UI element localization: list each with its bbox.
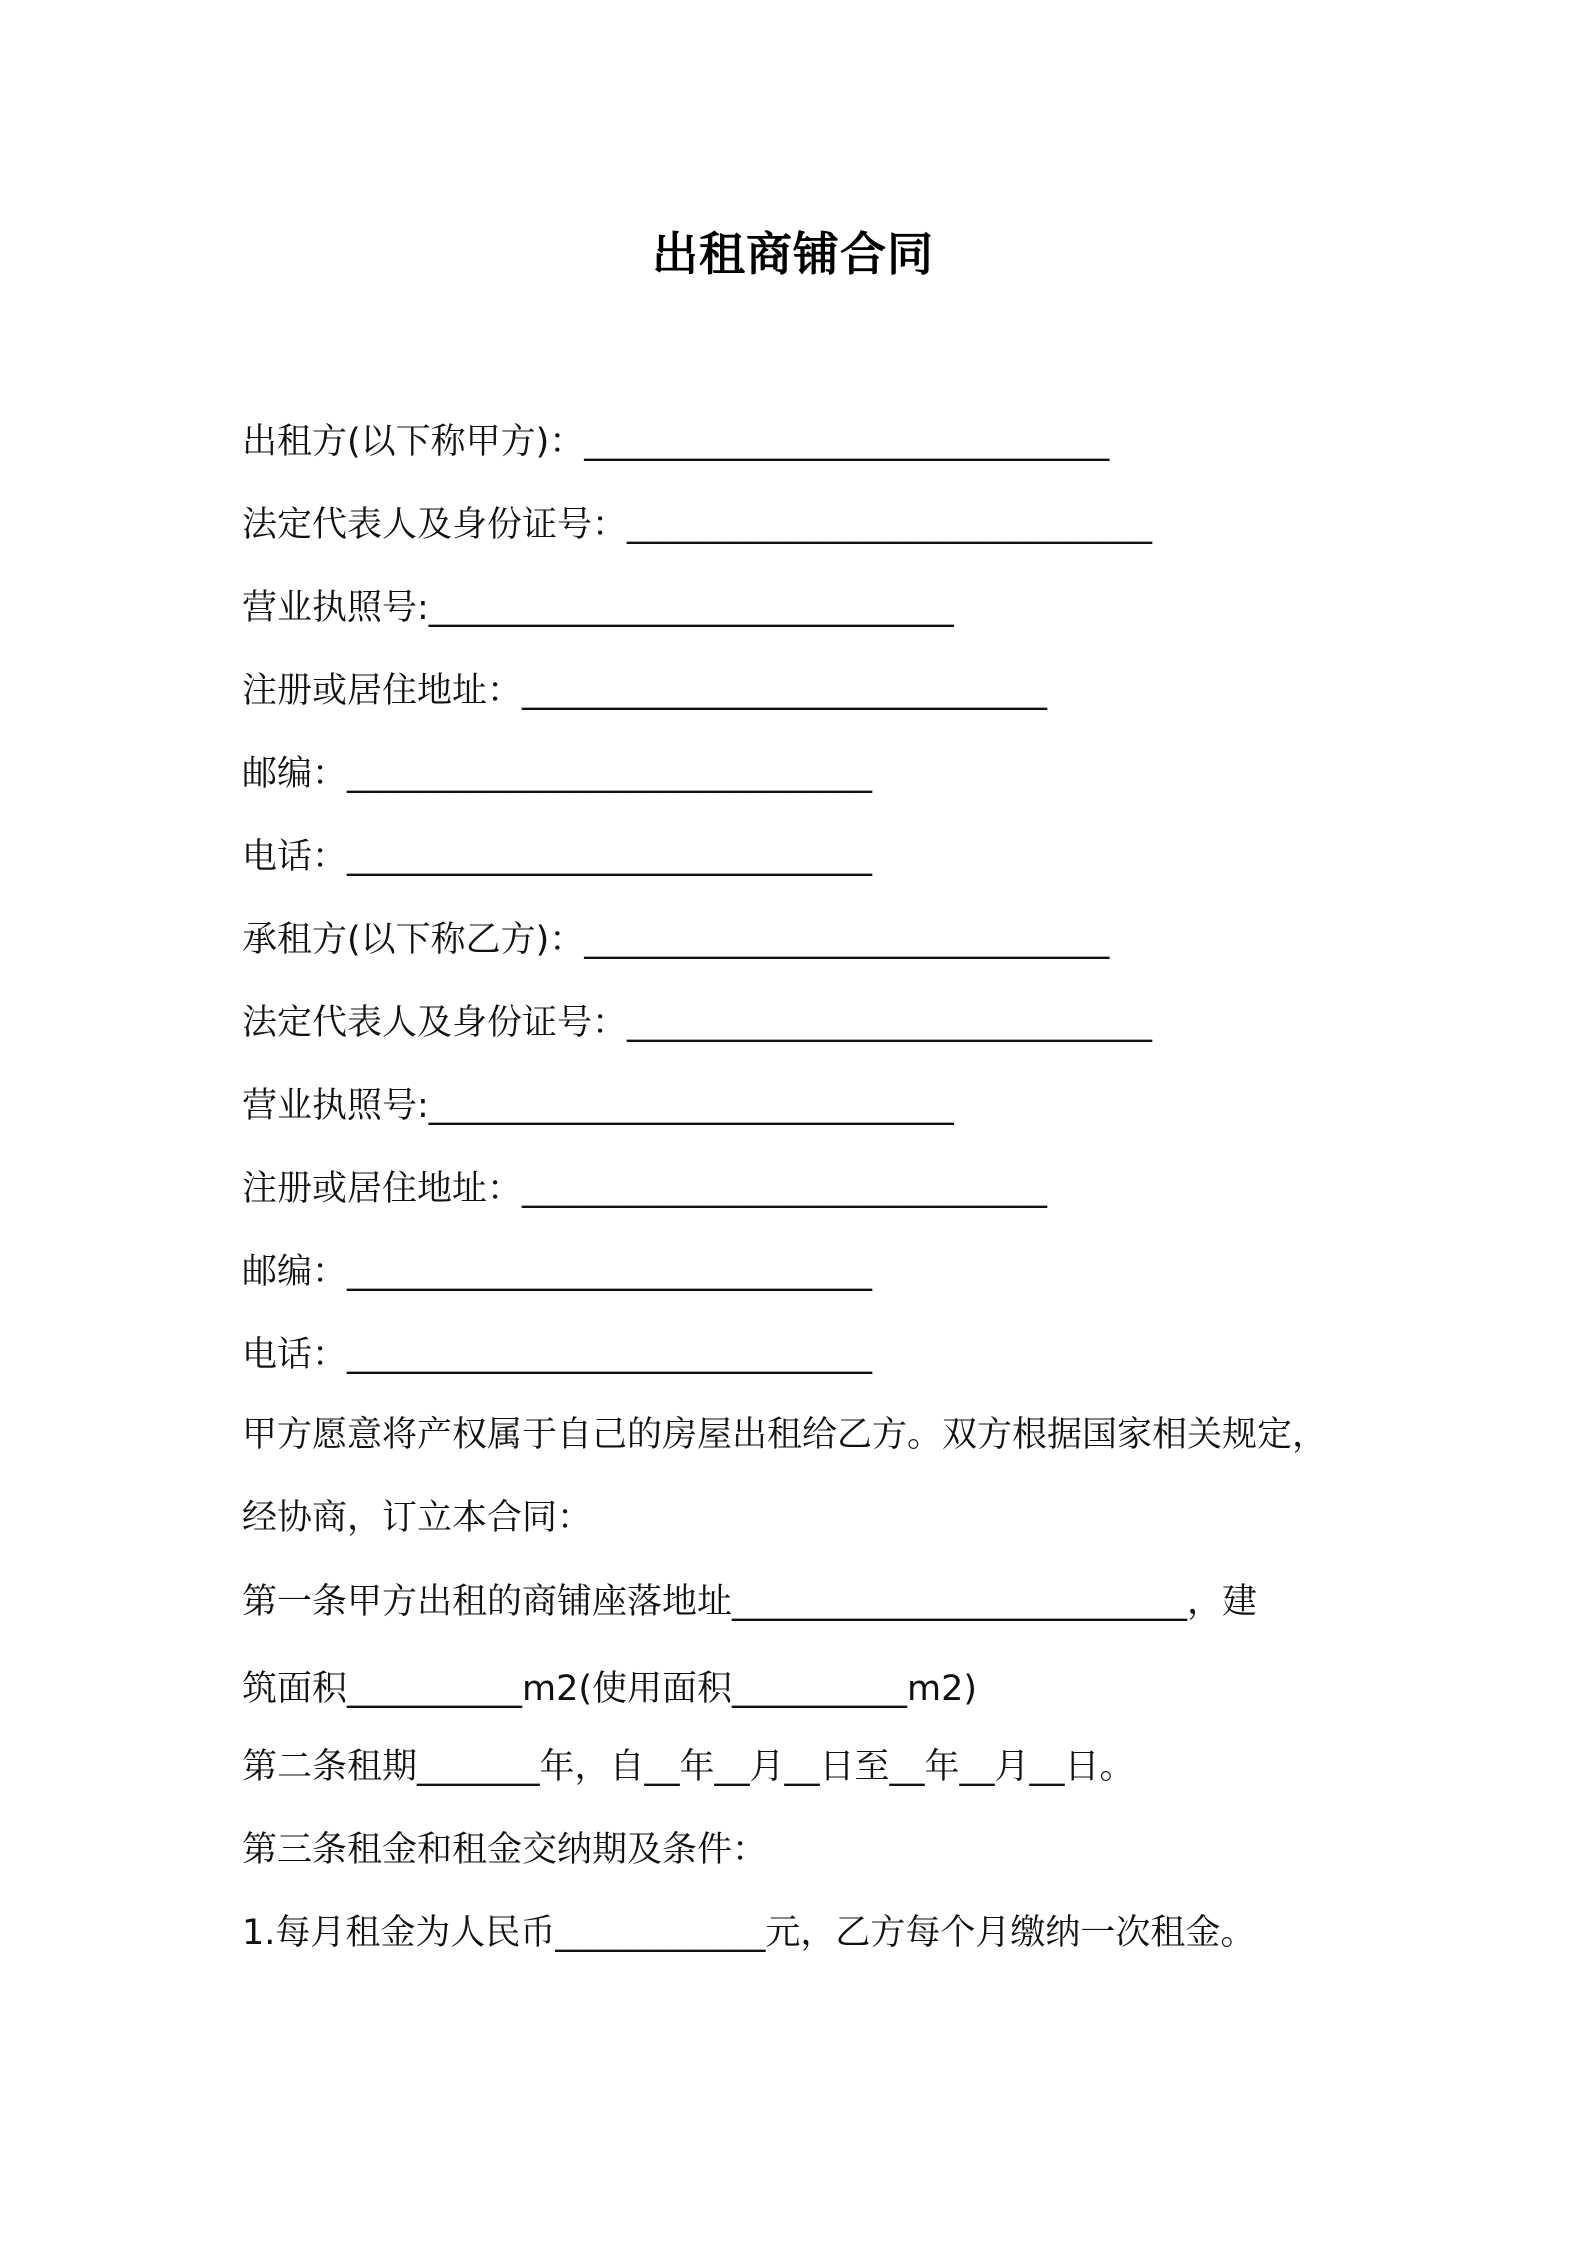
lessee-license-line: 营业执照号:______________________________ (242, 1086, 954, 1126)
intro-paragraph-line-2: 经协商，订立本合同： (242, 1498, 593, 1538)
lessee-phone-line: 电话：______________________________ (242, 1335, 873, 1375)
article-1-line-2: 筑面积__________m2(使用面积__________m2) (242, 1669, 978, 1709)
document-title: 出租商铺合同 (652, 227, 934, 281)
lessor-phone-line: 电话：______________________________ (242, 837, 873, 877)
lessee-representative-line: 法定代表人及身份证号：______________________________ (242, 1003, 1153, 1043)
article-2-line: 第二条租期_______年，自__年__月__日至__年__月__日。 (242, 1747, 1135, 1787)
article-3-heading: 第三条租金和租金交纳期及条件： (242, 1830, 768, 1870)
lessor-representative-line: 法定代表人及身份证号：______________________________ (242, 505, 1153, 545)
lessor-party-line: 出租方(以下称甲方)：______________________________ (242, 422, 1110, 462)
article-1-line-1: 第一条甲方出租的商铺座落地址__________________________，建 (242, 1582, 1258, 1622)
lessor-postcode-line: 邮编：______________________________ (242, 754, 873, 794)
lessee-party-line: 承租方(以下称乙方)：______________________________ (242, 920, 1110, 960)
intro-paragraph-line-1: 甲方愿意将产权属于自己的房屋出租给乙方。双方根据国家相关规定， (242, 1415, 1328, 1455)
lessor-license-line: 营业执照号:______________________________ (242, 588, 954, 628)
lessor-address-line: 注册或居住地址：______________________________ (242, 671, 1048, 711)
lessee-address-line: 注册或居住地址：______________________________ (242, 1169, 1048, 1209)
lessee-postcode-line: 邮编：______________________________ (242, 1252, 873, 1292)
article-3-item-1: 1.每月租金为人民币____________元，乙方每个月缴纳一次租金。 (242, 1913, 1256, 1953)
